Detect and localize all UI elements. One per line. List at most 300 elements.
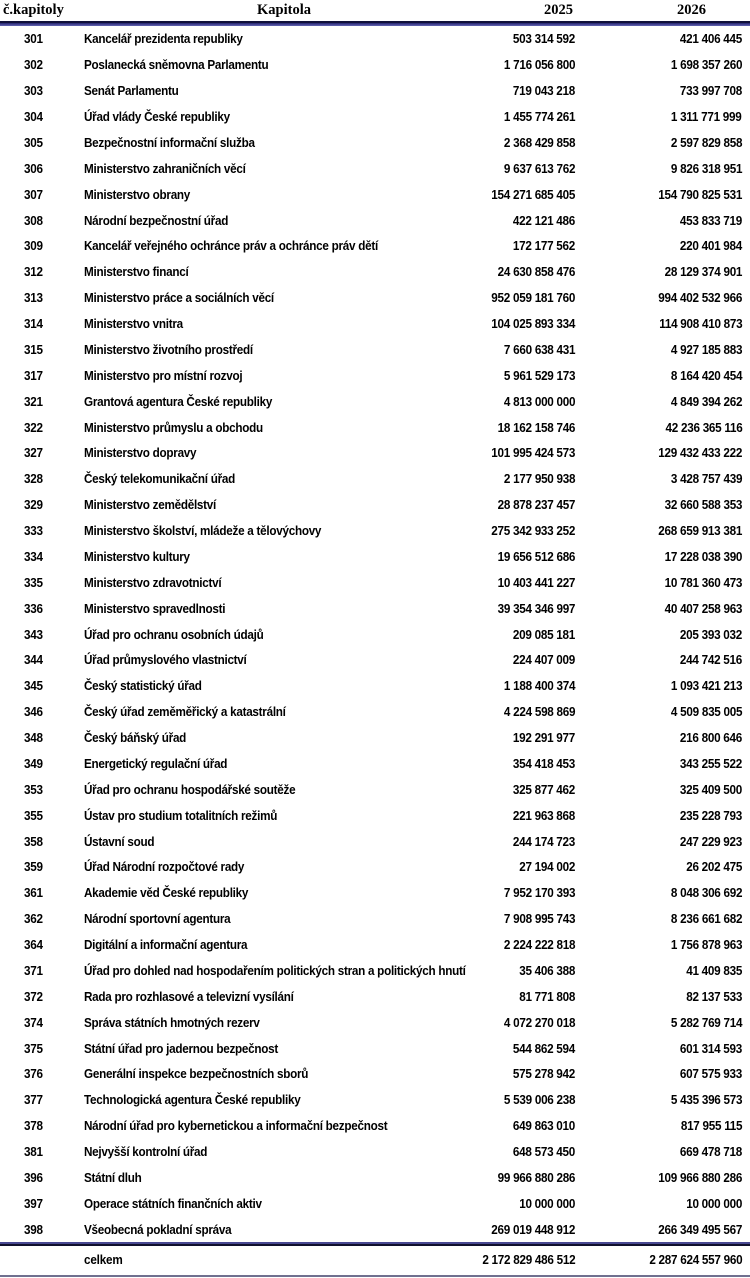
amount-2025: 221 963 868 (512, 807, 575, 823)
chapter-name-cell (66, 135, 428, 150)
column-header-chapter-name: Kapitola (257, 2, 311, 18)
amount-2026-cell (583, 213, 750, 228)
amount-2025-cell (428, 1170, 583, 1185)
amount-2025: 192 291 977 (512, 730, 575, 746)
amount-2026-cell (583, 989, 750, 1004)
chapter-number: 375 (23, 1040, 43, 1056)
amount-2025-cell (428, 782, 583, 797)
chapter-name-cell (66, 937, 428, 952)
amount-2026: 205 393 032 (679, 626, 742, 642)
chapter-name-cell (66, 627, 428, 642)
chapter-name: Ministerstvo průmyslu a obchodu (84, 419, 263, 435)
chapter-name-cell (66, 109, 428, 124)
amount-2026-cell (583, 135, 750, 150)
amount-2025-cell (428, 652, 583, 667)
chapter-name-cell (66, 911, 428, 926)
chapter-number: 302 (23, 57, 43, 73)
chapter-name: Ministerstvo obrany (84, 186, 191, 202)
amount-2025: 9 637 613 762 (503, 160, 575, 176)
chapter-name-cell (66, 549, 428, 564)
chapter-number: 353 (23, 781, 43, 797)
total-amount-2025-cell (428, 1252, 583, 1267)
total-label: celkem (84, 1251, 123, 1267)
table-row (0, 1190, 750, 1216)
chapter-number-cell (0, 523, 66, 538)
chapter-number-cell (0, 83, 66, 98)
table-row (0, 414, 750, 440)
table-row (0, 130, 750, 156)
table-row (0, 880, 750, 906)
amount-2025: 649 863 010 (512, 1118, 575, 1134)
amount-2026: 216 800 646 (679, 730, 742, 746)
chapter-number-cell (0, 471, 66, 486)
amount-2025-cell (428, 1066, 583, 1081)
amount-2026-cell (583, 1170, 750, 1185)
amount-2025: 28 878 237 457 (497, 497, 575, 513)
chapter-name-cell (66, 161, 428, 176)
chapter-name-cell (66, 730, 428, 745)
chapter-name-cell (66, 1196, 428, 1211)
amount-2025: 19 656 512 686 (497, 548, 575, 564)
amount-2025-cell (428, 497, 583, 512)
amount-2026: 817 955 115 (680, 1118, 742, 1134)
total-amount-2026-cell (583, 1252, 750, 1267)
chapter-name-cell (66, 238, 428, 253)
chapter-name-cell (66, 1144, 428, 1159)
chapter-name: Rada pro rozhlasové a televizní vysílání (84, 988, 294, 1004)
amount-2026: 109 966 880 286 (658, 1169, 742, 1185)
chapter-number: 362 (23, 911, 43, 927)
chapter-number-cell (0, 57, 66, 72)
table-row (0, 311, 750, 337)
amount-2026: 129 432 433 222 (658, 445, 742, 461)
table-row (0, 1216, 750, 1242)
chapter-name-cell (66, 1041, 428, 1056)
amount-2026-cell (583, 730, 750, 745)
chapter-name-cell (66, 290, 428, 305)
chapter-name-cell (66, 445, 428, 460)
amount-2025: 648 573 450 (512, 1144, 575, 1160)
chapter-name-cell (66, 368, 428, 383)
chapter-name-cell (66, 523, 428, 538)
table-row (0, 78, 750, 104)
chapter-number-cell (0, 31, 66, 46)
amount-2026: 2 597 829 858 (670, 134, 742, 150)
chapter-name-cell (66, 1092, 428, 1107)
chapter-name-cell (66, 1170, 428, 1185)
table-row (0, 983, 750, 1009)
chapter-name: Energetický regulační úřad (84, 755, 228, 771)
chapter-name: Poslanecká sněmovna Parlamentu (84, 57, 269, 73)
chapter-number-cell (0, 782, 66, 797)
chapter-name: Národní sportovní agentura (84, 911, 231, 927)
chapter-name: Ústavní soud (84, 833, 155, 849)
amount-2026-cell (583, 627, 750, 642)
amount-2025-cell (428, 445, 583, 460)
chapter-name-cell (66, 989, 428, 1004)
chapter-number: 355 (23, 807, 43, 823)
amount-2025: 1 455 774 261 (503, 109, 575, 125)
table-row (0, 1165, 750, 1191)
amount-2026: 32 660 588 353 (664, 497, 742, 513)
chapter-name: Grantová agentura České republiky (84, 393, 273, 409)
chapter-number-cell (0, 575, 66, 590)
amount-2025: 7 660 638 431 (503, 341, 575, 357)
chapter-number-cell (0, 135, 66, 150)
amount-2025-cell (428, 756, 583, 771)
amount-2025: 2 177 950 938 (503, 471, 575, 487)
chapter-number: 372 (23, 988, 43, 1004)
chapter-name-cell (66, 678, 428, 693)
chapter-number: 322 (23, 419, 43, 435)
chapter-number-cell (0, 342, 66, 357)
table-row (0, 751, 750, 777)
chapter-number-cell (0, 549, 66, 564)
chapter-number-cell (0, 1144, 66, 1159)
amount-2025-cell (428, 937, 583, 952)
chapter-number: 397 (23, 1195, 43, 1211)
chapter-number: 314 (23, 316, 43, 332)
chapter-name: Ministerstvo financí (84, 264, 189, 280)
chapter-number: 398 (23, 1221, 43, 1237)
chapter-name-cell (66, 1118, 428, 1133)
amount-2026: 220 401 984 (679, 238, 742, 254)
chapter-number-cell (0, 187, 66, 202)
amount-2026: 3 428 757 439 (670, 471, 742, 487)
amount-2026: 10 000 000 (686, 1195, 742, 1211)
chapter-number-cell (0, 1066, 66, 1081)
chapter-number-cell (0, 1222, 66, 1237)
amount-2025: 275 342 933 252 (491, 523, 575, 539)
amount-2026-cell (583, 342, 750, 357)
amount-2025-cell (428, 1092, 583, 1107)
amount-2026-cell (583, 420, 750, 435)
chapter-number: 343 (23, 626, 43, 642)
amount-2026-cell (583, 187, 750, 202)
column-header-chapter-number: č.kapitoly (3, 2, 64, 18)
table-row (0, 647, 750, 673)
amount-2026-cell (583, 394, 750, 409)
chapter-name: Ministerstvo zemědělství (84, 497, 217, 513)
chapter-name-cell (66, 704, 428, 719)
table-row (0, 776, 750, 802)
amount-2025-cell (428, 1118, 583, 1133)
chapter-number: 344 (23, 652, 43, 668)
chapter-number: 307 (23, 186, 43, 202)
chapter-number: 313 (23, 290, 43, 306)
amount-2026-cell (583, 264, 750, 279)
chapter-name: Ministerstvo pro místní rozvoj (84, 367, 243, 383)
chapter-name: Operace státních finančních aktiv (84, 1195, 262, 1211)
amount-2025: 7 908 995 743 (503, 911, 575, 927)
amount-2025-cell (428, 1196, 583, 1211)
amount-2025-cell (428, 989, 583, 1004)
amount-2026: 1 698 357 260 (670, 57, 742, 73)
table-row (0, 595, 750, 621)
chapter-number: 376 (23, 1066, 43, 1082)
amount-2025: 354 418 453 (512, 755, 575, 771)
chapter-number-cell (0, 1196, 66, 1211)
amount-2026: 1 093 421 213 (670, 678, 742, 694)
amount-2026-cell (583, 704, 750, 719)
table-row (0, 362, 750, 388)
amount-2026-cell (583, 238, 750, 253)
amount-2026-cell (583, 756, 750, 771)
table-row (0, 699, 750, 725)
amount-2026: 607 575 933 (679, 1066, 742, 1082)
table-row (0, 104, 750, 130)
amount-2026: 26 202 475 (686, 859, 742, 875)
amount-2025: 10 000 000 (519, 1195, 575, 1211)
chapter-number: 358 (23, 833, 43, 849)
chapter-number-cell (0, 161, 66, 176)
total-amount-2026: 2 287 624 557 960 (648, 1251, 742, 1267)
amount-2026: 266 349 495 567 (658, 1221, 742, 1237)
chapter-name-cell (66, 859, 428, 874)
chapter-number-cell (0, 445, 66, 460)
chapter-name-cell (66, 601, 428, 616)
amount-2025-cell (428, 1041, 583, 1056)
column-header-2025: 2025 (544, 2, 573, 18)
chapter-number: 328 (23, 471, 43, 487)
chapter-number: 309 (23, 238, 43, 254)
amount-2026-cell (583, 445, 750, 460)
chapter-number-cell (0, 290, 66, 305)
amount-2025-cell (428, 627, 583, 642)
amount-2026: 247 229 923 (679, 833, 742, 849)
table-row (0, 1139, 750, 1165)
chapter-name-cell (66, 652, 428, 667)
table-row (0, 932, 750, 958)
amount-2025: 5 539 006 238 (503, 1092, 575, 1108)
chapter-number: 361 (23, 885, 43, 901)
amount-2025-cell (428, 1015, 583, 1030)
chapter-name: Český telekomunikační úřad (84, 471, 236, 487)
amount-2026: 1 311 771 999 (671, 109, 742, 125)
chapter-name-cell (66, 316, 428, 331)
amount-2026-cell (583, 885, 750, 900)
chapter-number-cell (0, 368, 66, 383)
table-row (0, 233, 750, 259)
amount-2025-cell (428, 31, 583, 46)
amount-2025: 1 716 056 800 (503, 57, 575, 73)
total-label-cell (66, 1252, 428, 1267)
amount-2025-cell (428, 187, 583, 202)
amount-2026: 453 833 719 (679, 212, 742, 228)
chapter-number: 345 (23, 678, 43, 694)
chapter-name: Kancelář prezidenta republiky (84, 31, 243, 47)
chapter-number: 301 (23, 31, 43, 47)
chapter-number: 348 (23, 730, 43, 746)
chapter-number-cell (0, 730, 66, 745)
chapter-number-cell (0, 1015, 66, 1030)
amount-2025: 81 771 808 (519, 988, 575, 1004)
amount-2026: 28 129 374 901 (664, 264, 742, 280)
amount-2026: 235 228 793 (679, 807, 742, 823)
amount-2026-cell (583, 523, 750, 538)
table-row (0, 52, 750, 78)
amount-2026: 4 849 394 262 (670, 393, 742, 409)
table-body (0, 26, 750, 1242)
chapter-name-cell (66, 497, 428, 512)
chapter-number: 364 (23, 937, 43, 953)
amount-2025: 27 194 002 (519, 859, 575, 875)
amount-2026: 154 790 825 531 (658, 186, 742, 202)
total-amount-2025: 2 172 829 486 512 (481, 1251, 575, 1267)
amount-2025: 575 278 942 (512, 1066, 575, 1082)
table-row (0, 1061, 750, 1087)
total-row (0, 1246, 750, 1272)
table-row (0, 621, 750, 647)
chapter-name-cell (66, 962, 466, 978)
table-row (0, 569, 750, 595)
chapter-number-cell (0, 1170, 66, 1185)
amount-2026: 5 435 396 573 (670, 1092, 742, 1108)
chapter-name: Český báňský úřad (84, 730, 187, 746)
chapter-name: Ministerstvo životního prostředí (84, 341, 253, 357)
chapter-number-cell (0, 808, 66, 823)
amount-2025: 244 174 723 (512, 833, 575, 849)
chapter-number-cell (0, 963, 66, 978)
chapter-number: 335 (23, 574, 43, 590)
chapter-number: 329 (23, 497, 43, 513)
amount-2025-cell (428, 83, 583, 98)
chapter-name-cell (66, 885, 428, 900)
chapter-name: Český statistický úřad (84, 678, 202, 694)
amount-2025-cell (428, 834, 583, 849)
amount-2026: 994 402 532 966 (658, 290, 742, 306)
chapter-number-cell (0, 601, 66, 616)
amount-2026: 42 236 365 116 (665, 419, 742, 435)
chapter-name: Ministerstvo zahraničních věcí (84, 160, 246, 176)
chapter-name: Národní bezpečnostní úřad (84, 212, 229, 228)
chapter-number-cell (0, 420, 66, 435)
chapter-name: Kancelář veřejného ochránce práv a ochránce práv dětí (84, 238, 378, 254)
amount-2026: 733 997 708 (679, 83, 742, 99)
chapter-number-cell (0, 885, 66, 900)
chapter-name-cell (66, 187, 428, 202)
amount-2026: 8 164 420 454 (670, 367, 742, 383)
amount-2026-cell (583, 1041, 750, 1056)
amount-2026-cell (583, 859, 750, 874)
amount-2025: 104 025 893 334 (491, 316, 575, 332)
amount-2026-cell (583, 1066, 750, 1081)
chapter-name: Všeobecná pokladní správa (84, 1221, 232, 1237)
chapter-name-cell (66, 31, 428, 46)
amount-2025-cell (428, 109, 583, 124)
chapter-name: Ministerstvo školství, mládeže a tělovýchovy (84, 523, 322, 539)
chapter-number: 312 (23, 264, 43, 280)
amount-2026-cell (583, 1144, 750, 1159)
chapter-name-cell (66, 808, 428, 823)
table-row (0, 207, 750, 233)
chapter-name-cell (66, 471, 428, 486)
amount-2026-cell (583, 678, 750, 693)
table-row (0, 518, 750, 544)
amount-2026-cell (583, 549, 750, 564)
amount-2025-cell (428, 704, 583, 719)
chapter-number-cell (0, 109, 66, 124)
chapter-number-cell (0, 213, 66, 228)
amount-2025-cell (428, 1144, 583, 1159)
amount-2026: 8 048 306 692 (670, 885, 742, 901)
amount-2025-cell (428, 161, 583, 176)
amount-2025-cell (428, 264, 583, 279)
amount-2025-cell (428, 575, 583, 590)
table-row (0, 828, 750, 854)
chapter-name: Úřad pro ochranu hospodářské soutěže (84, 781, 296, 797)
chapter-name: Generální inspekce bezpečnostních sborů (84, 1066, 309, 1082)
amount-2025-cell (428, 213, 583, 228)
amount-2025: 952 059 181 760 (491, 290, 575, 306)
amount-2025: 99 966 880 286 (497, 1169, 575, 1185)
amount-2025: 1 188 400 374 (503, 678, 575, 694)
table-row (0, 259, 750, 285)
chapter-name: Ministerstvo dopravy (84, 445, 197, 461)
chapter-number-cell (0, 1092, 66, 1107)
amount-2026-cell (583, 316, 750, 331)
table-row (0, 155, 750, 181)
amount-2025: 18 162 158 746 (497, 419, 575, 435)
table-row (0, 1113, 750, 1139)
chapter-number-cell (0, 937, 66, 952)
amount-2025: 24 630 858 476 (497, 264, 575, 280)
amount-2026-cell (583, 601, 750, 616)
amount-2026-cell (583, 83, 750, 98)
chapter-name-cell (66, 1015, 428, 1030)
table-row (0, 285, 750, 311)
chapter-number-cell (0, 238, 66, 253)
amount-2026-cell (583, 937, 750, 952)
chapter-number-cell (0, 264, 66, 279)
amount-2025-cell (428, 368, 583, 383)
chapter-name-cell (66, 756, 428, 771)
chapter-number: 327 (23, 445, 43, 461)
amount-2025-cell (428, 808, 583, 823)
chapter-number-cell (0, 989, 66, 1004)
amount-2026: 4 927 185 883 (670, 341, 742, 357)
amount-2026-cell (583, 963, 750, 978)
amount-2026-cell (583, 1222, 750, 1237)
chapter-number-cell (0, 704, 66, 719)
amount-2025: 209 085 181 (512, 626, 575, 642)
chapter-name-cell (66, 1222, 428, 1237)
amount-2026: 4 509 835 005 (670, 704, 742, 720)
amount-2026: 325 409 500 (679, 781, 742, 797)
chapter-number: 334 (23, 548, 43, 564)
amount-2025: 5 961 529 173 (503, 367, 575, 383)
table-row (0, 388, 750, 414)
chapter-name: Národní úřad pro kybernetickou a informační bezpečnost (84, 1118, 388, 1134)
chapter-name: Český úřad zeměměřický a katastrální (84, 704, 286, 720)
amount-2025: 7 952 170 393 (503, 885, 575, 901)
chapter-number-cell (0, 394, 66, 409)
chapter-name: Úřad pro dohled nad hospodařením politických stran a politických hnutí (84, 962, 466, 978)
amount-2025-cell (428, 911, 583, 926)
chapter-number: 359 (23, 859, 43, 875)
chapter-number-cell (0, 1118, 66, 1133)
amount-2025-cell (428, 678, 583, 693)
chapter-name: Senát Parlamentu (84, 83, 179, 99)
chapter-number: 378 (23, 1118, 43, 1134)
chapter-number: 308 (23, 212, 43, 228)
chapter-number: 317 (23, 367, 43, 383)
amount-2025: 172 177 562 (512, 238, 575, 254)
chapter-number-cell (0, 678, 66, 693)
chapter-number-cell (0, 652, 66, 667)
amount-2025: 35 406 388 (519, 962, 575, 978)
table-header-row (0, 0, 750, 21)
